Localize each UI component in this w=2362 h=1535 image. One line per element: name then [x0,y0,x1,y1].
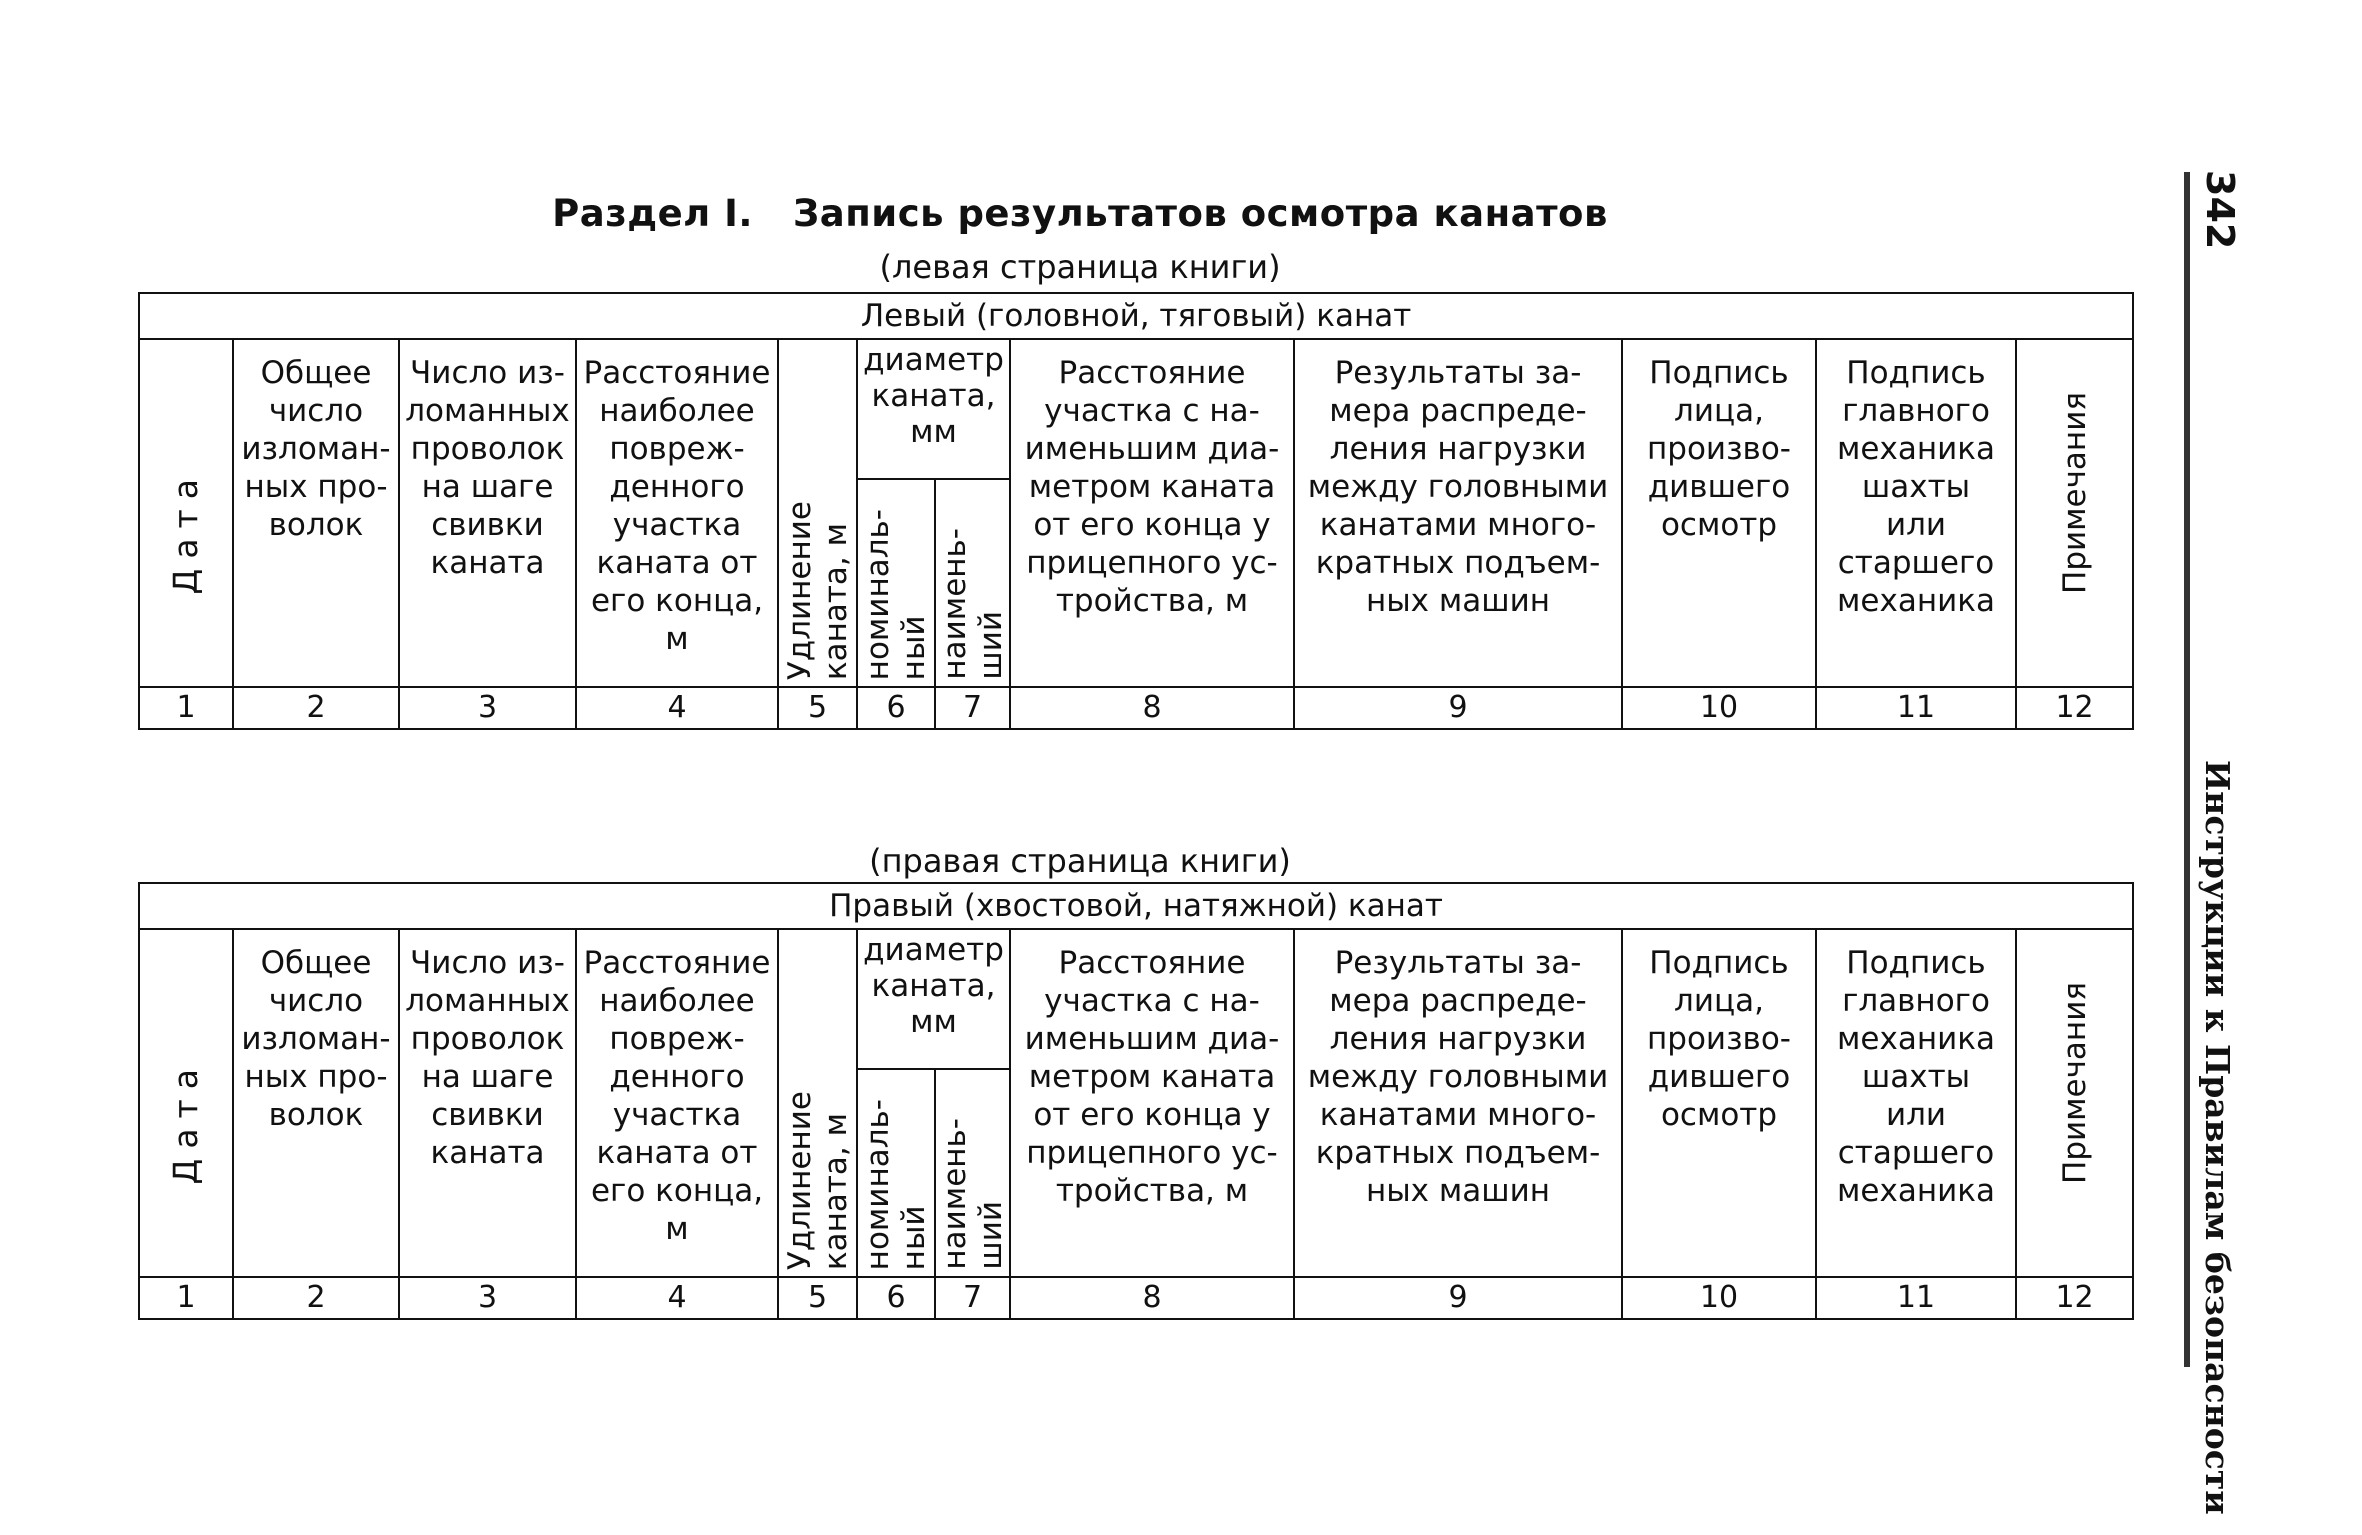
header-line: Расстояние [1058,355,1246,391]
header-line: м [665,621,689,657]
col-damaged-section-distance [576,929,778,1277]
header-line: Удлинение [781,500,818,680]
header-line: на шаге [421,1059,554,1095]
column-number: 5 [778,687,857,729]
column-number: 8 [1010,687,1294,729]
page-number: 342 [2198,170,2242,250]
header-line: Общее [260,355,372,391]
header-line: свивки [431,507,544,543]
header-line: старшего [1837,545,1995,581]
header-line: номиналь- [860,508,896,680]
column-number: 12 [2016,1277,2133,1319]
header-line: ления нагрузки [1329,431,1587,467]
col-nominal-diameter-header [857,479,935,687]
header-line: его конца, [590,1173,764,1209]
rope-heading: Левый (головной, тяговый) канат [139,293,2133,339]
column-number: 5 [778,1277,857,1319]
col-diameter-header [857,929,1010,1069]
header-line: механика [1837,431,1995,467]
header-line: ломанных [405,393,570,429]
header-line: изломан- [241,431,391,467]
col-min-label [937,1118,1009,1270]
header-line: произво- [1647,431,1791,467]
header-line: проволок [410,431,565,467]
header-line: наимень- [936,1118,973,1270]
col-elongation-header [778,339,857,687]
header-line: проволок [410,1021,565,1057]
column-number: 7 [935,1277,1010,1319]
header-line: кратных подъем- [1315,545,1601,581]
header-line: Число из- [410,355,565,391]
col-notes-label: Примечания [2056,392,2093,594]
header-line: Подпись [1846,355,1986,391]
header-line: мера распреде- [1329,393,1587,429]
header-line: прицепного ус- [1026,1135,1278,1171]
running-title: Инструкции к Правилам безопасности [2198,760,2237,1515]
header-line: главного [1842,393,1990,429]
header-line: Расстояние [583,355,771,391]
header-line: участка [612,507,742,543]
header-line: участка с на- [1044,393,1260,429]
column-number: 10 [1622,1277,1816,1319]
rope-heading: Правый (хвостовой, натяжной) канат [139,883,2133,929]
column-number: 6 [857,687,935,729]
header-line: Подпись [1649,945,1789,981]
header-line: ный [896,615,932,680]
header-line: тройства, м [1055,1173,1249,1209]
header-line: ления нагрузки [1329,1021,1587,1057]
column-number: 8 [1010,1277,1294,1319]
col-load-distribution [1294,929,1622,1277]
column-number-row [139,1277,2133,1319]
col-mechanic-signature [1816,339,2016,687]
header-line: свивки [431,1097,544,1133]
col-notes-header [2016,929,2133,1277]
column-number: 12 [2016,687,2133,729]
header-line: шахты [1861,1059,1971,1095]
col-broken-wires-per-lay [399,929,576,1277]
column-number: 10 [1622,687,1816,729]
header-line: участка [612,1097,742,1133]
column-number: 11 [1816,687,2016,729]
header-line: механика [1837,1021,1995,1057]
header-line: мм [910,414,957,450]
header-line: тройства, м [1055,583,1249,619]
col-elongation-label [782,1091,854,1270]
header-line: канатами много- [1319,507,1597,543]
header-line: механика [1837,1173,1995,1209]
right-rope-table [138,882,2134,1320]
header-line: номиналь- [860,1098,896,1270]
header-line: Результаты за- [1334,945,1582,981]
header-line: ломанных [405,983,570,1019]
header-line: ных про- [244,1059,388,1095]
header-line: или [1885,507,1947,543]
header-line: ных машин [1365,583,1551,619]
col-inspector-signature [1622,339,1816,687]
column-number: 9 [1294,1277,1622,1319]
left-rope-table [138,292,2134,730]
col-broken-wires-total [233,929,399,1277]
header-line: ных про- [244,469,388,505]
header-line: каната [430,1135,545,1171]
header-line: на шаге [421,469,554,505]
header-line: диаметр [863,342,1004,378]
col-notes-header [2016,339,2133,687]
left-page-subtitle: (левая страница книги) [879,248,1281,286]
header-line: от его конца у [1033,1097,1271,1133]
header-line: участка с на- [1044,983,1260,1019]
col-elongation-header [778,929,857,1277]
col-date-header [139,339,233,687]
header-line: кратных подъем- [1315,1135,1601,1171]
header-line: лица, [1674,983,1764,1019]
column-number: 4 [576,687,778,729]
col-nominal-label [860,509,932,680]
column-number: 11 [1816,1277,2016,1319]
column-number: 9 [1294,687,1622,729]
header-line: Удлинение [781,1090,818,1270]
header-line: дившего [1647,469,1791,505]
column-number: 7 [935,687,1010,729]
header-line: ший [972,1201,1009,1270]
header-line: именьшим диа- [1024,1021,1280,1057]
header-line: число [268,983,364,1019]
header-line: волок [268,507,364,543]
header-line: механика [1837,583,1995,619]
header-line: м [665,1211,689,1247]
column-number: 2 [233,1277,399,1319]
header-line: метром каната [1028,1059,1276,1095]
header-line: Подпись [1649,355,1789,391]
header-line: между головными [1307,1059,1609,1095]
header-line: каната, м [817,522,854,680]
section-number: Раздел I. [552,192,753,235]
header-line: канатами много- [1319,1097,1597,1133]
header-line: денного [609,469,745,505]
header-line: между головными [1307,469,1609,505]
header-line: его конца, [590,583,764,619]
header-line: число [268,393,364,429]
header-line: Расстояние [1058,945,1246,981]
header-line: денного [609,1059,745,1095]
col-min-diameter-distance [1010,929,1294,1277]
header-line: каната, [871,378,996,414]
header-line: произво- [1647,1021,1791,1057]
header-line: или [1885,1097,1947,1133]
column-number: 1 [139,687,233,729]
header-line: повреж- [609,1021,745,1057]
header-line: Число из- [410,945,565,981]
header-line: изломан- [241,1021,391,1057]
header-line: мера распреде- [1329,983,1587,1019]
header-line: главного [1842,983,1990,1019]
col-diameter-header [857,339,1010,479]
col-min-diameter-distance [1010,339,1294,687]
col-elongation-label [782,501,854,680]
header-line: волок [268,1097,364,1133]
col-broken-wires-per-lay [399,339,576,687]
col-broken-wires-total [233,339,399,687]
col-min-label [937,528,1009,680]
header-line: ный [896,1205,932,1270]
header-line: от его конца у [1033,507,1271,543]
right-page-subtitle: (правая страница книги) [869,842,1291,880]
col-load-distribution [1294,339,1622,687]
header-line: каната, м [817,1112,854,1270]
col-min-diameter-header [935,479,1010,687]
col-notes-label: Примечания [2056,982,2093,1184]
header-line: Общее [260,945,372,981]
col-damaged-section-distance [576,339,778,687]
column-number: 1 [139,1277,233,1319]
column-number: 6 [857,1277,935,1319]
column-number: 3 [399,687,576,729]
col-nominal-label [860,1099,932,1270]
section-title-text: Запись результатов осмотра канатов [792,192,1608,235]
header-line: ший [972,611,1009,680]
column-number-row [139,687,2133,729]
header-line: Результаты за- [1334,355,1582,391]
header-line: каната от [596,545,758,581]
column-number: 2 [233,687,399,729]
header-line: наиболее [599,393,755,429]
header-line: диаметр [863,932,1004,968]
col-min-diameter-header [935,1069,1010,1277]
header-line: повреж- [609,431,745,467]
side-rule [2184,172,2190,1367]
header-line: ных машин [1365,1173,1551,1209]
header-line: осмотр [1660,1097,1778,1133]
header-line: Расстояние [583,945,771,981]
header-line: старшего [1837,1135,1995,1171]
header-line: мм [910,1004,957,1040]
header-line: именьшим диа- [1024,431,1280,467]
header-line: лица, [1674,393,1764,429]
header-line: каната [430,545,545,581]
header-line: прицепного ус- [1026,545,1278,581]
header-line: каната, [871,968,996,1004]
header-line: метром каната [1028,469,1276,505]
col-date-label: Дата [166,468,205,594]
column-number: 3 [399,1277,576,1319]
header-line: шахты [1861,469,1971,505]
col-inspector-signature [1622,929,1816,1277]
header-line: каната от [596,1135,758,1171]
header-line: наимень- [936,528,973,680]
col-nominal-diameter-header [857,1069,935,1277]
section-title [0,192,2160,235]
col-date-label: Дата [166,1058,205,1184]
header-line: дившего [1647,1059,1791,1095]
header-line: наиболее [599,983,755,1019]
column-number: 4 [576,1277,778,1319]
col-date-header [139,929,233,1277]
header-line: осмотр [1660,507,1778,543]
header-line: Подпись [1846,945,1986,981]
col-mechanic-signature [1816,929,2016,1277]
